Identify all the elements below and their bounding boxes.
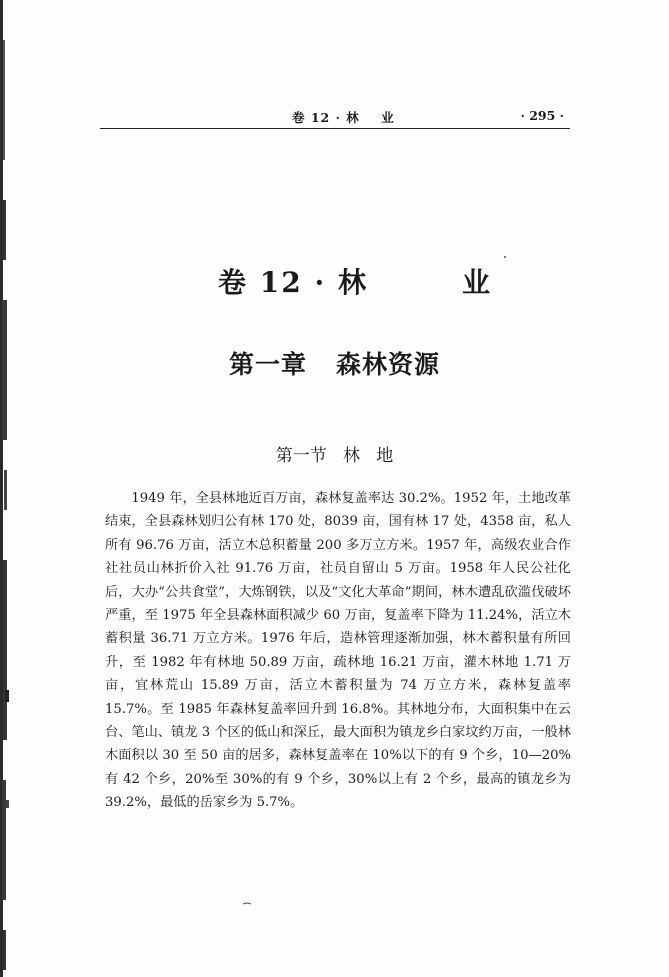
chapter-title: 第一章 森林资源: [228, 350, 441, 379]
page-number: · 295 ·: [520, 108, 564, 123]
header-title: 卷 12 · 林 业: [292, 110, 395, 125]
body-paragraph: 1949 年，全县林地近百万亩，森林复盖率达 30.2%。1952 年，土地改革结束，全县森林划归公有林 170 处，8039 亩，国有林 17 处，4358 亩，私人所有 96.76 万亩，活立木总积蓄量 200 多万立方米。1957 年，高级农业合作社社员山林折价入社 91.76 万亩，社员自留山 5 万亩。1958 年人民公社化后，大办“公共食堂”，大炼钢铁，以及“文化大革命”期间，林木遭乱砍滥伐破坏严重，至 1975 年全县森林面积减少 60 万亩，复盖率下降为 11.24%，活立木蓄积量 36.71 万立方米。1976 年后，造林管理逐渐加强，林木蓄积量有所回升，至 1982 年有林地 50.89 万亩，疏林地 16.21 万亩，灌木林地 1.71 万亩，宜林荒山 15.89 万亩，活立木蓄积量为 74 万立方米，森林复盖率 15.7%。至 1985 年森林复盖率回升到 16.8%。其林地分布，大面积集中在云台、笔山、镇龙 3 个区的低山和深丘，最大面积为镇龙乡白家坟约万亩，一般林木面积以 30 至 50 亩的居多，森林复盖率在 10%以下的有 9 个乡，10—20%有 42 个乡，20%至 30%的有 9 个乡，30%以上有 2 个乡，最高的镇龙乡为 39.2%，最低的岳家乡为 5.7%。: [105, 491, 571, 811]
scan-speck: [243, 902, 251, 905]
running-header: [100, 106, 570, 129]
volume-title-text: 卷 12 · 林 业: [218, 266, 492, 299]
section-title: 第一节 林 地: [275, 446, 394, 466]
scan-edge-artifact: [0, 0, 16, 977]
scan-speck: [504, 256, 506, 258]
volume-title: [0, 228, 669, 334]
